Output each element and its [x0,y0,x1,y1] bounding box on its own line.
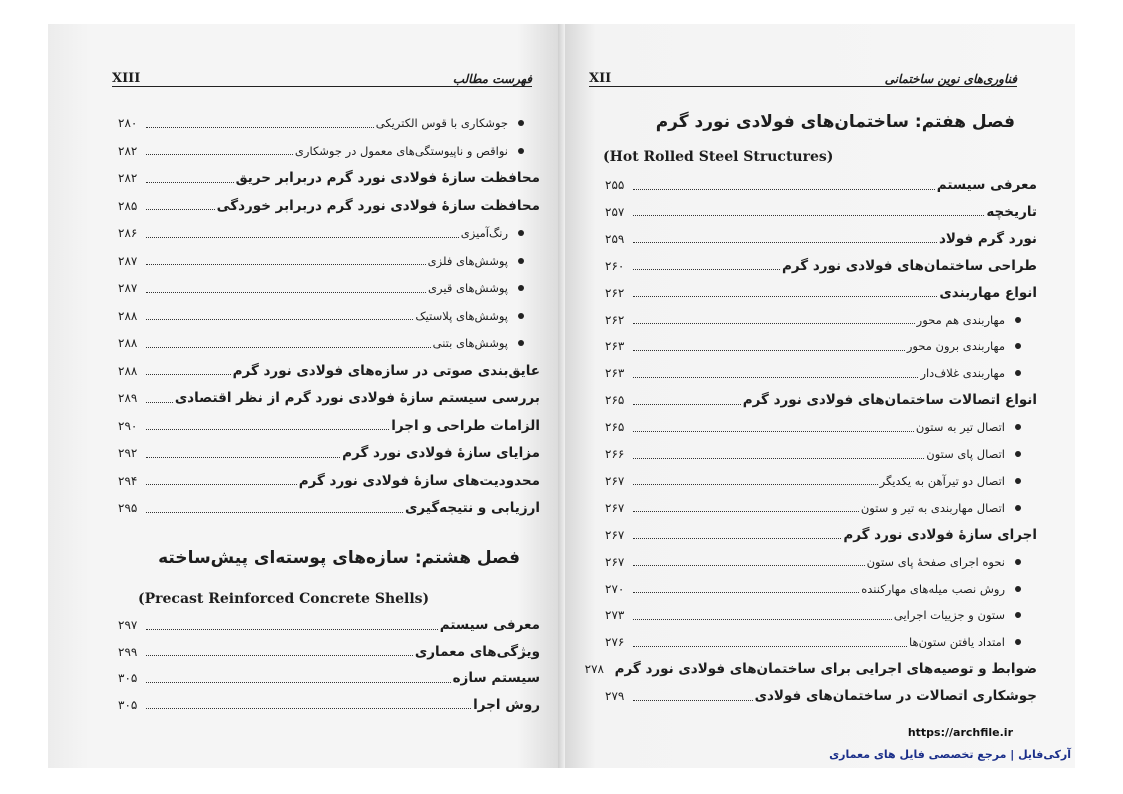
toc-page-number: ۲۹۲ [118,446,138,460]
toc-entry[interactable] [118,275,540,301]
toc-page-number: ۲۷۶ [605,635,625,650]
toc-page-number: ۲۸۷ [118,281,138,295]
toc-page-number: ۲۸۰ [118,116,138,130]
toc-page-number: ۲۹۴ [118,473,138,488]
bullet-icon [518,340,524,346]
toc-entry[interactable] [605,576,1037,602]
bullet-icon [1015,559,1021,565]
dot-leader [633,458,924,459]
right-running-head [589,64,1017,87]
toc-entry-label: معرفی سیستم [936,177,1037,193]
toc-entry[interactable] [118,612,540,638]
dot-leader [633,646,907,647]
toc-page-number: ۲۶۷ [605,554,625,569]
toc-entry-label: تاریخچه [986,203,1037,220]
dot-leader [633,431,914,432]
toc-page-number: ۲۸۹ [118,391,138,405]
toc-entry-label: جوشکاری با قوس الکتریکی [375,116,508,130]
left-running-head [112,64,532,87]
right-page [565,24,1075,768]
toc-entry[interactable] [118,692,540,718]
toc-entry-label: نورد گرم فولاد [938,230,1037,247]
toc-entry[interactable] [118,358,540,384]
dot-leader [633,377,918,378]
dot-leader [633,538,841,539]
toc-page-number: ۲۸۸ [118,308,138,323]
toc-entry[interactable] [605,602,1037,628]
left-header-title: فهرست مطالب [452,72,532,86]
left-folio: XIII [112,71,141,86]
toc-entry-label: الزامات طراحی و اجرا [391,417,540,434]
dot-leader [146,457,340,458]
toc-entry[interactable] [118,468,540,494]
dot-leader [146,347,431,348]
toc-entry[interactable] [605,253,1037,279]
dot-leader [633,592,859,593]
toc-entry-label: پوشش‌های فلزی [427,253,508,268]
toc-page-number: ۲۵۹ [605,231,625,246]
dot-leader [633,511,859,512]
toc-entry[interactable] [605,172,1037,198]
bullet-icon [1015,639,1021,645]
toc-entry-label: روش نصب میله‌های مهارکننده [861,581,1005,596]
left-page [48,24,558,768]
toc-entry[interactable] [605,360,1037,386]
right-folio: XII [589,71,612,86]
dot-leader [146,629,438,630]
toc-page-number: ۲۶۷ [605,527,625,542]
toc-entry[interactable] [118,385,540,411]
bullet-icon [1015,370,1021,376]
dot-leader [633,269,780,270]
chapter-8-title: فصل هشتم: سازه‌های پوسته‌ای پیش‌ساخته [158,548,520,568]
bullet-icon [1015,424,1021,430]
toc-page-number: ۲۹۰ [118,418,138,433]
toc-page-number: ۲۶۵ [605,420,625,435]
toc-page-number: ۲۶۳ [605,366,625,381]
toc-entry-label: محافظت سازهٔ فولادی نورد گرم دربرابر حریق [235,170,540,186]
dot-leader [146,682,451,683]
dot-leader [633,484,878,485]
dot-leader [146,127,374,128]
toc-entry-label: پوشش‌های پلاستیک [415,308,508,323]
toc-entry[interactable] [118,495,540,521]
dot-leader [146,429,389,430]
dot-leader [146,374,231,375]
toc-entry-label: محافظت سازهٔ فولادی نورد گرم دربرابر خوردگی [216,197,540,214]
toc-entry[interactable] [118,193,540,219]
toc-entry[interactable] [605,226,1037,252]
toc-entry-label: محدودیت‌های سازهٔ فولادی نورد گرم [298,472,540,489]
bullet-icon [1015,451,1021,457]
toc-entry-label: اتصال دو تیرآهن به یکدیگر [879,473,1005,488]
footer-url[interactable]: https://archfile.ir [907,726,1013,739]
toc-entry-label: معرفی سیستم [439,617,540,633]
toc-page-number: ۲۸۲ [118,143,138,158]
toc-entry-label: اجرای سازهٔ فولادی نورد گرم [843,526,1037,543]
dot-leader [146,402,173,403]
bullet-icon [518,148,524,154]
dot-leader [146,154,293,155]
dot-leader [633,700,753,701]
toc-entry[interactable] [605,468,1037,494]
dot-leader [633,189,935,190]
toc-entry-label: عایق‌بندی صوتی در سازه‌های فولادی نورد گرم [232,362,540,379]
bullet-icon [518,285,524,291]
toc-page-number: ۲۸۲ [118,171,138,185]
toc-entry[interactable] [605,387,1037,413]
left-toc-list [118,110,540,523]
toc-entry-label: اتصال تیر به ستون [915,420,1005,435]
toc-entry[interactable] [118,665,540,691]
toc-entry-label: مزایای سازهٔ فولادی نورد گرم [342,445,540,461]
toc-page-number: ۲۶۲ [605,285,625,300]
toc-entry[interactable] [605,414,1037,440]
bullet-icon [1015,612,1021,618]
toc-entry[interactable] [605,280,1037,306]
toc-page-number: ۲۷۰ [605,581,625,596]
dot-leader [146,512,403,513]
chapter-7-english-title: (Hot Rolled Steel Structures) [603,149,834,165]
toc-entry[interactable] [605,307,1037,333]
dot-leader [633,404,741,405]
toc-entry-label: مهاربندی غلاف‌دار [920,366,1005,381]
toc-entry[interactable] [118,138,540,164]
toc-page-number: ۲۸۵ [118,198,138,213]
dot-leader [633,242,937,243]
bullet-icon [518,313,524,319]
toc-entry-label: بررسی سیستم سازهٔ فولادی نورد گرم از نظر اقتصادی [174,390,540,406]
dot-leader [146,484,297,485]
bullet-icon [1015,505,1021,511]
dot-leader [146,319,413,320]
toc-entry[interactable] [118,440,540,466]
toc-page-number: ۲۸۷ [118,253,138,268]
toc-entry[interactable] [118,165,540,191]
bullet-icon [1015,343,1021,349]
toc-page-number: ۲۹۷ [118,618,138,632]
toc-entry[interactable] [605,495,1037,521]
toc-page-number: ۲۵۵ [605,178,625,192]
dot-leader [146,655,413,656]
toc-entry[interactable] [118,639,540,665]
bullet-icon [518,230,524,236]
toc-entry[interactable] [118,248,540,274]
toc-entry-label: مهاربندی برون محور [906,339,1005,354]
bullet-icon [518,258,524,264]
dot-leader [146,708,471,709]
toc-entry-label: نواقص و ناپیوستگی‌های معمول در جوشکاری [294,143,508,158]
toc-entry[interactable] [584,656,1037,682]
toc-entry[interactable] [118,303,540,329]
dot-leader [633,619,892,620]
toc-entry-label: ضوابط و توصیه‌های اجرایی برای ساختمان‌های فولادی نورد گرم [614,661,1037,678]
toc-entry-label: انواع اتصالات ساختمان‌های فولادی نورد گرم [742,392,1037,409]
book-gutter [558,24,565,768]
toc-page-number: ۲۷۸ [584,662,604,677]
toc-entry-label: انواع مهاربندی [939,284,1037,301]
dot-leader [633,215,984,216]
toc-entry[interactable] [118,220,540,246]
toc-entry-label: پوشش‌های قیری [428,281,508,295]
dot-leader [633,323,915,324]
toc-entry[interactable] [605,549,1037,575]
toc-entry-label: پوشش‌های بتنی [432,336,508,350]
toc-page-number: ۲۸۶ [118,226,138,240]
toc-entry[interactable] [605,333,1037,359]
toc-entry-label: رنگ‌آمیزی [460,226,508,240]
toc-entry-label: اتصال پای ستون [926,447,1005,461]
toc-entry[interactable] [118,110,540,136]
right-toc-list [584,172,1037,710]
dot-leader [146,237,459,238]
bullet-icon [1015,317,1021,323]
toc-entry-label: طراحی ساختمان‌های فولادی نورد گرم [782,257,1037,274]
dot-leader [633,565,865,566]
toc-page-number: ۲۶۳ [605,339,625,354]
toc-page-number: ۲۷۹ [605,689,625,704]
dot-leader [633,296,937,297]
dot-leader [146,264,426,265]
toc-page-number: ۲۸۸ [118,336,138,350]
toc-page-number: ۲۶۰ [605,258,625,273]
toc-page-number: ۲۶۷ [605,473,625,488]
toc-entry[interactable] [118,413,540,439]
book-spread [48,24,1075,768]
toc-entry[interactable] [605,441,1037,467]
toc-page-number: ۲۶۶ [605,447,625,461]
toc-entry-label: ستون و جزییات اجرایی [893,608,1005,623]
toc-entry[interactable] [605,629,1037,655]
toc-page-number: ۳۰۵ [118,697,138,712]
dot-leader [146,182,234,183]
toc-page-number: ۲۶۵ [605,393,625,408]
bullet-icon [1015,478,1021,484]
toc-entry-label: نحوه اجرای صفحهٔ پای ستون [866,554,1005,569]
toc-page-number: ۲۹۹ [118,644,138,659]
toc-page-number: ۲۹۵ [118,501,138,515]
toc-entry[interactable] [118,330,540,356]
toc-entry[interactable] [605,683,1037,709]
chapter-7-title: فصل هفتم: ساختمان‌های فولادی نورد گرم [655,112,1015,132]
left-toc-list-2 [118,612,540,718]
dot-leader [146,209,215,210]
toc-entry[interactable] [605,199,1037,225]
chapter-8-english-title: (Precast Reinforced Concrete Shells) [138,591,430,607]
toc-entry-label: ویژگی‌های معماری [414,643,540,660]
bullet-icon [518,120,524,126]
toc-entry-label: جوشکاری اتصالات در ساختمان‌های فولادی [754,688,1037,705]
toc-entry-label: ارزیابی و نتیجه‌گیری [405,500,540,516]
toc-entry-label: روش اجرا [473,696,540,713]
toc-entry-label: سیستم سازه [452,670,540,686]
bullet-icon [1015,586,1021,592]
dot-leader [633,350,905,351]
toc-entry[interactable] [605,522,1037,548]
footer-brand: آرکی‌فایل | مرجع تخصصی فایل های معماری [829,748,1071,761]
toc-page-number: ۲۷۳ [605,608,625,623]
toc-entry-label: امتداد یافتن ستون‌ها [909,635,1005,650]
dot-leader [146,292,426,293]
toc-page-number: ۳۰۵ [118,671,138,685]
toc-page-number: ۲۵۷ [605,204,625,219]
toc-entry-label: اتصال مهاربندی به تیر و ستون [860,500,1005,515]
toc-entry-label: مهاربندی هم محور [916,312,1005,327]
toc-page-number: ۲۶۲ [605,312,625,327]
right-header-title: فناوری‌های نوین ساختمانی [884,72,1017,86]
toc-page-number: ۲۸۸ [118,363,138,378]
toc-page-number: ۲۶۷ [605,500,625,515]
